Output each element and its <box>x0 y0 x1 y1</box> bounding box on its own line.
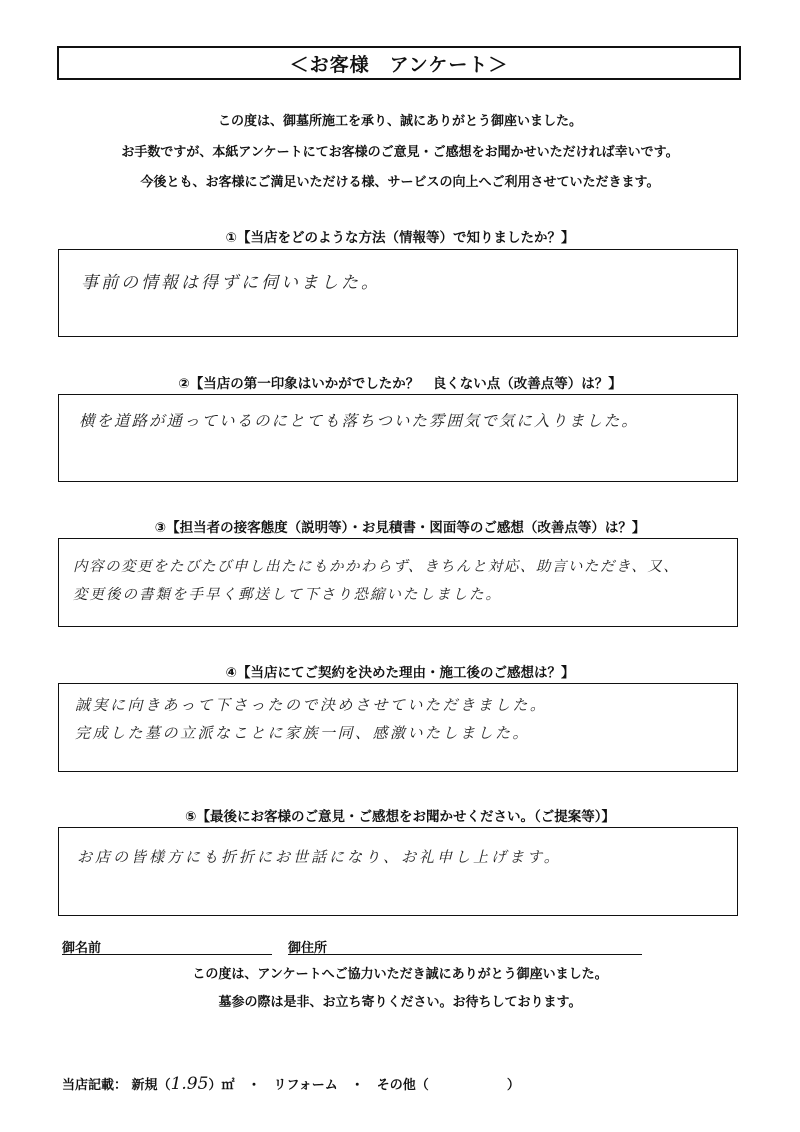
question-2-answer-line-1: 横を道路が通っているのにとても落ちついた雰囲気で気に入りました。 <box>79 412 639 430</box>
name-field[interactable] <box>62 954 272 955</box>
intro-line-2: お手数ですが、本紙アンケートにてお客様のご意見・ご感想をお聞かせいただければ幸いです。 <box>121 145 679 160</box>
other-close: ） <box>506 1078 520 1093</box>
outro-line-1: この度は、アンケートへご協力いただき誠にありがとう御座いました。 <box>192 967 608 982</box>
name-label: 御名前 <box>62 941 102 956</box>
new-option[interactable]: 新規 <box>131 1078 158 1093</box>
store-record-label: 当店記載： <box>62 1078 128 1093</box>
options-text: ㎡ ・ リフォーム ・ その他（ <box>221 1078 429 1093</box>
outro-line-2: 墓参の際は是非、お立ち寄りください。お待ちしております。 <box>218 995 582 1010</box>
question-1-answer-line-1: 事前の情報は得ずに伺いました。 <box>81 273 381 293</box>
store-record <box>62 1074 520 1094</box>
question-5-answer-box[interactable] <box>58 827 738 916</box>
question-3-answer-box[interactable] <box>58 538 738 627</box>
question-4-answer-line-1: 誠実に向きあって下さったので決めさせていただきました。 <box>75 696 548 714</box>
area-close: ） <box>208 1078 222 1093</box>
question-1-label: ①【当店をどのような方法（情報等）で知りましたか？】 <box>225 230 575 246</box>
question-4-answer-line-2: 完成した墓の立派なことに家族一同、感激いたしました。 <box>75 724 531 742</box>
question-5-answer-line-1: お店の皆様方にも折折にお世話になり、お礼申し上げます。 <box>77 848 562 866</box>
address-field[interactable] <box>288 954 642 955</box>
question-3-answer-line-2: 変更後の書類を手早く郵送して下さり恐縮いたしました。 <box>73 587 502 603</box>
intro-line-1: この度は、御墓所施工を承り、誠にありがとう御座いました。 <box>217 114 582 129</box>
question-4-label: ④【当店にてご契約を決めた理由・施工後のご感想は？】 <box>225 665 575 681</box>
question-3-label: ③【担当者の接客態度（説明等）・お見積書・図面等のご感想（改善点等）は？】 <box>154 520 646 536</box>
area-open: （ <box>157 1078 171 1093</box>
area-value: 1.95 <box>170 1074 209 1094</box>
page-title: ＜お客様 アンケート＞ <box>57 46 741 80</box>
question-1-answer-box[interactable] <box>58 249 738 337</box>
question-2-answer-box[interactable] <box>58 394 738 482</box>
question-3-answer-line-1: 内容の変更をたびたび申し出たにもかかわらず、きちんと対応、助言いただき、又、 <box>73 559 680 575</box>
question-2-label: ②【当店の第一印象はいかがでしたか？ 良くない点（改善点等）は？】 <box>178 376 622 392</box>
intro-line-3: 今後とも、お客様にご満足いただける様、サービスの向上へご利用させていただきます。 <box>140 175 660 190</box>
question-5-label: ⑤【最後にお客様のご意見・ご感想をお聞かせください。（ご提案等）】 <box>185 809 615 825</box>
address-label: 御住所 <box>288 941 328 956</box>
question-4-answer-box[interactable] <box>58 683 738 772</box>
